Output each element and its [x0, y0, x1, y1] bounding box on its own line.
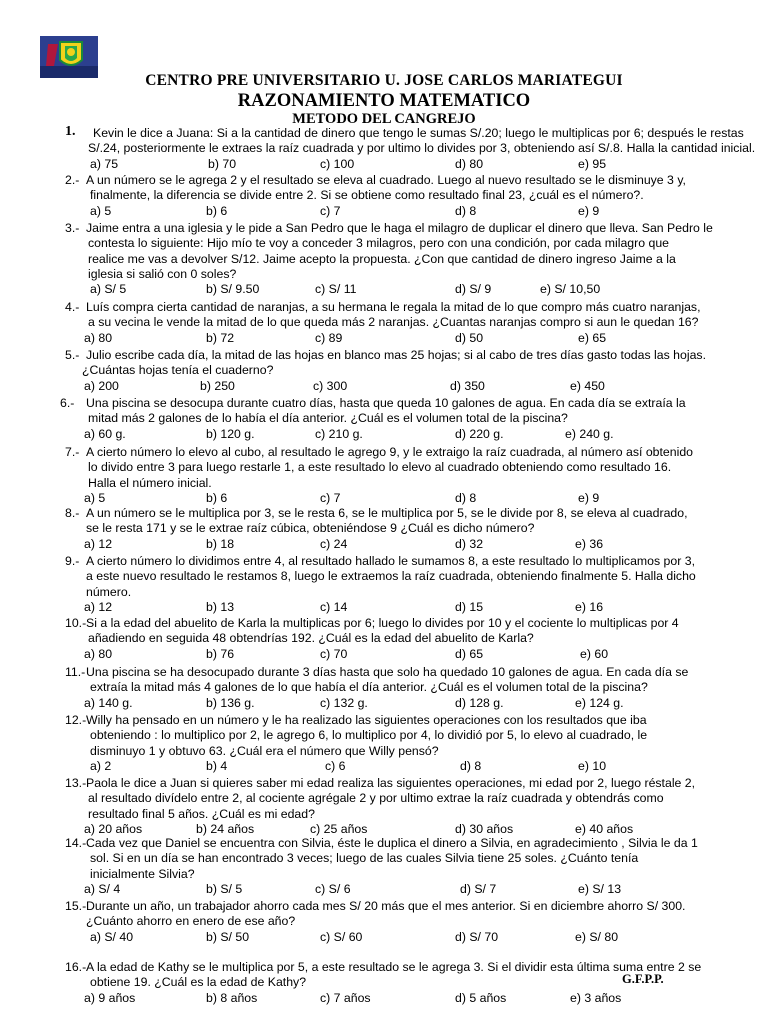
answer-option-b: b) 72: [206, 330, 235, 345]
answer-option-c: c) S/ 60: [320, 929, 363, 944]
problem-number: 12.-: [65, 713, 87, 727]
problem-text-line: ¿Cuántas hojas tenía el cuaderno?: [82, 363, 274, 378]
answer-option-a: a) S/ 5: [90, 282, 127, 297]
answer-option-c: c) 89: [315, 330, 343, 345]
answer-options: [0, 157, 768, 172]
problem-number: 14.-: [65, 836, 87, 850]
problem-number: 11.-: [65, 665, 86, 679]
answer-options: [0, 427, 768, 442]
problem-text-line: extraía la mitad más 4 galones de lo que había el día anterior. ¿Cuál es el volumen total de la piscina?: [90, 680, 648, 695]
problem-text-line: número.: [86, 584, 132, 599]
answer-option-d: d) 220 g.: [455, 426, 504, 441]
answer-option-d: d) 8: [460, 758, 482, 773]
problem-text-line: obtiene 19. ¿Cuál es la edad de Kathy?: [90, 975, 307, 990]
problem-number: 16.-: [65, 960, 87, 974]
answer-option-b: b) 6: [206, 490, 228, 505]
answer-option-a: a) 5: [84, 490, 106, 505]
problem-text-line: realice me vas a devolver S/12. Jaime acepto la propuesta. ¿Con que cantidad de dinero ingreso Jaime a la: [88, 251, 676, 266]
answer-option-e: e) 124 g.: [575, 695, 624, 710]
answer-options: [0, 204, 768, 219]
answer-option-b: b) S/ 50: [206, 929, 250, 944]
answer-options: [0, 882, 768, 897]
problem-text-line: A cierto número lo dividimos entre 4, al resultado hallado le sumamos 8, a este resultado lo multiplicamos por 3,: [86, 554, 696, 568]
answer-option-d: d) 15: [455, 599, 484, 614]
answer-option-c: c) 300: [313, 378, 348, 393]
answer-option-b: b) 70: [208, 156, 237, 171]
answer-option-a: a) 9 años: [84, 990, 136, 1005]
problem-text-line: inicialmente Silvia?: [90, 866, 195, 881]
answer-option-c: c) 6: [325, 758, 346, 773]
problem-text-line: finalmente, la diferencia se divide entre 2. Si se obtiene como resultado final 23, ¿cuál es el número?.: [90, 188, 644, 203]
problem-number: 8.-: [65, 506, 80, 520]
answer-option-a: a) 5: [90, 203, 112, 218]
problem-text-line: al resultado divídelo entre 2, al cociente agrégale 2 y por ultimo extrae la raíz cuadrada y obtendrás como: [88, 791, 664, 806]
answer-option-b: b) 120 g.: [206, 426, 255, 441]
answer-option-b: b) 13: [206, 599, 235, 614]
answer-option-e: e) 9: [578, 490, 600, 505]
answer-option-b: b) 250: [200, 378, 235, 393]
answer-option-c: c) 132 g.: [320, 695, 368, 710]
problem-text-line: Luís compra cierta cantidad de naranjas, a su hermana le regala la mitad de lo que compro más cuatro naranjas,: [86, 300, 701, 314]
answer-options: [0, 331, 768, 346]
answer-option-b: b) 6: [206, 203, 228, 218]
answer-option-d: d) 5 años: [455, 990, 507, 1005]
problem-number: 10.-: [65, 616, 87, 630]
problem-text-line: A la edad de Kathy se le multiplica por 5, a este resultado se le agrega 3. Si el dividir esta última suma entre 2 se: [86, 960, 702, 974]
answer-option-d: d) 350: [450, 378, 485, 393]
answer-option-b: b) S/ 9.50: [206, 282, 260, 297]
problem-text-line: Kevin le dice a Juana: Si a la cantidad de dinero que tengo le sumas S/.20; luego le multiplicas por 6; después le restas: [93, 126, 744, 140]
problem-text-line: Durante un año, un trabajador ahorro cada mes S/ 20 más que el mes anterior. Si en diciembre ahorro S/ 300.: [86, 899, 686, 913]
answer-option-c: c) 210 g.: [315, 426, 363, 441]
answer-option-b: b) 8 años: [206, 990, 258, 1005]
problem-number: 9.-: [65, 554, 80, 568]
problem-text-line: lo divido entre 3 para luego restarle 1, a este resultado lo elevo al cuadrado obteniendo como resultado 16.: [88, 460, 672, 475]
answer-option-a: a) 12: [84, 599, 113, 614]
answer-option-c: c) 70: [320, 646, 348, 661]
answer-option-d: d) 50: [455, 330, 484, 345]
answer-option-a: a) 60 g.: [84, 426, 126, 441]
answer-option-e: e) S/ 80: [575, 929, 619, 944]
problem-number: 15.-: [65, 899, 87, 913]
answer-options: [0, 600, 768, 615]
answer-option-c: c) 25 años: [310, 821, 368, 836]
answer-option-c: c) 7: [320, 490, 341, 505]
answer-options: [0, 930, 768, 945]
answer-option-d: d) 8: [455, 203, 477, 218]
answer-option-c: c) 14: [320, 599, 348, 614]
problem-text-line: a este nuevo resultado le restamos 8, luego le extraemos la raíz cuadrada, obteniendo finalmente 5. Halla dicho: [86, 569, 696, 584]
problem-text-line: disminuyo 1 y obtuvo 63. ¿Cuál era el número que Willy pensó?: [90, 743, 439, 758]
problem-list: [0, 124, 768, 1005]
answer-option-d: d) 8: [455, 490, 477, 505]
institution-title: CENTRO PRE UNIVERSITARIO U. JOSE CARLOS MARIATEGUI: [145, 72, 623, 89]
answer-option-b: b) 4: [206, 758, 228, 773]
answer-option-e: e) 40 años: [575, 821, 634, 836]
answer-option-e: e) 16: [575, 599, 604, 614]
answer-option-c: c) 24: [320, 536, 348, 551]
problem-text-line: Cada vez que Daniel se encuentra con Silvia, éste le duplica el dinero a Silvia, en agradecimiento , Silvia le da 1: [86, 836, 698, 850]
problem-text-line: mitad más 2 galones de lo había el día anterior. ¿Cuál es el volumen total de la piscina?: [88, 411, 568, 426]
answer-option-c: c) 7: [320, 203, 341, 218]
answer-option-e: e) 36: [575, 536, 604, 551]
problem-number: 2.-: [65, 173, 80, 187]
answer-option-c: c) 7 años: [320, 990, 371, 1005]
answer-options: [0, 696, 768, 711]
answer-option-b: b) 18: [206, 536, 235, 551]
answer-option-a: a) 75: [90, 156, 119, 171]
problem-text-line: Willy ha pensado en un número y le ha realizado las siguientes operaciones con los resultados que iba: [86, 713, 647, 727]
problem-text-line: obteniendo : lo multiplico por 2, le agrego 6, lo multiplico por 4, lo dividió por 5, lo elevo al cuadrado, le: [90, 728, 648, 743]
problem-number: 1.: [65, 124, 76, 139]
answer-options: [0, 537, 768, 552]
answer-option-c: c) S/ 6: [315, 881, 351, 896]
answer-option-e: e) 240 g.: [565, 426, 614, 441]
answer-options: [0, 822, 768, 837]
problem-number: 7.-: [65, 445, 80, 459]
problem-number: 3.-: [65, 221, 80, 235]
answer-option-b: b) 136 g.: [206, 695, 255, 710]
problem-text-line: S/.24, posteriormente le extraes la raíz cuadrada y por ultimo lo divides por 3, obteniendo así S/.8. Halla la cantidad inicial.: [88, 141, 756, 156]
answer-option-a: a) S/ 40: [90, 929, 134, 944]
problem-text-line: iglesia si salió con 0 soles?: [88, 266, 237, 281]
answer-option-a: a) 200: [84, 378, 119, 393]
answer-options: [0, 379, 768, 394]
answer-options: [0, 991, 768, 1006]
problem-text-line: A un número se le agrega 2 y el resultado se eleva al cuadrado. Luego al nuevo resultado se le disminuye 3 y,: [86, 173, 686, 187]
answer-option-a: a) 80: [84, 646, 113, 661]
problem-text-line: sol. Si en un día se han encontrado 3 veces; luego de las cuales Silvia tiene 25 soles. ¿Cuánto tenía: [90, 851, 639, 866]
answer-option-d: d) 128 g.: [455, 695, 504, 710]
problem-text-line: A un número se le multiplica por 3, se le resta 6, se le multiplica por 5, se le divide por 8, se eleva al cuadrado,: [86, 506, 688, 520]
problem-text-line: Una piscina se desocupa durante cuatro días, hasta que queda 10 galones de agua. En cada día se extraía la: [86, 396, 686, 410]
answer-option-e: e) 65: [578, 330, 607, 345]
problem-text-line: Jaime entra a una iglesia y le pide a San Pedro que le haga el milagro de duplicar el dinero que lleva. San Pedro le: [86, 221, 713, 235]
answer-options: [0, 282, 768, 297]
problem-number: 13.-: [65, 776, 87, 790]
author-initials: G.F.P.P.: [622, 972, 664, 986]
problem-text-line: Paola le dice a Juan si quieres saber mi edad realiza las siguientes operaciones, mi edad por 2, luego réstale 2,: [86, 776, 696, 790]
problem-text-line: Halla el número inicial.: [88, 475, 212, 490]
problem-text-line: contesta lo siguiente: Hijo mío te voy a conceder 3 milagros, pero con una condición, por cada milagro que: [88, 236, 670, 251]
answer-option-e: e) 95: [578, 156, 607, 171]
problem-text-line: se le resta 171 y se le extrae raíz cúbica, obteniéndose 9 ¿Cuál es dicho número?: [86, 521, 535, 536]
answer-option-a: a) 2: [90, 758, 112, 773]
problem-text-line: resultado final 5 años. ¿Cuál es mi edad?: [88, 806, 315, 821]
answer-option-d: d) 32: [455, 536, 484, 551]
answer-options: [0, 759, 768, 774]
answer-option-d: d) 30 años: [455, 821, 514, 836]
answer-option-b: b) S/ 5: [206, 881, 243, 896]
answer-option-e: e) 3 años: [570, 990, 622, 1005]
answer-option-c: c) S/ 11: [315, 282, 357, 297]
answer-option-d: d) 65: [455, 646, 484, 661]
problem-number: 6.-: [60, 396, 75, 410]
problem-number: 4.-: [65, 300, 80, 314]
answer-option-e: e) 10: [578, 758, 607, 773]
answer-option-a: a) S/ 4: [84, 881, 121, 896]
answer-option-a: a) 140 g.: [84, 695, 133, 710]
answer-option-e: e) S/ 10,50: [540, 282, 601, 297]
answer-option-e: e) 450: [570, 378, 605, 393]
problem-text-line: Una piscina se ha desocupado durante 3 días hasta que solo ha quedado 10 galones de agua. En cada día se: [86, 665, 689, 679]
answer-option-e: e) S/ 13: [578, 881, 622, 896]
answer-option-a: a) 80: [84, 330, 113, 345]
problem-text-line: A cierto número lo elevo al cubo, al resultado le agrego 9, y le extraigo la raíz cuadrada, al número así obtenido: [86, 445, 694, 459]
answer-option-c: c) 100: [320, 156, 355, 171]
topic-title: METODO DEL CANGREJO: [292, 111, 476, 127]
answer-option-a: a) 12: [84, 536, 113, 551]
answer-option-d: d) 80: [455, 156, 484, 171]
problem-text-line: Si a la edad del abuelito de Karla la multiplicas por 6; luego lo divides por 10 y el cociente lo multiplicas por 4: [86, 616, 679, 630]
problem-text-line: ¿Cuánto ahorro en enero de ese año?: [86, 914, 296, 929]
answer-option-d: d) S/ 70: [455, 929, 499, 944]
answer-option-d: d) S/ 9: [455, 282, 492, 297]
answer-option-b: b) 76: [206, 646, 235, 661]
problem-text-line: a su vecina le vende la mitad de lo que queda más 2 naranjas. ¿Cuantas naranjas compro si aun le quedan 16?: [88, 315, 699, 330]
problem-text-line: añadiendo en seguida 48 obtendrías 192. ¿Cuál es la edad del abuelito de Karla?: [88, 631, 534, 646]
answer-options: [0, 491, 768, 506]
answer-options: [0, 647, 768, 662]
answer-option-b: b) 24 años: [196, 821, 255, 836]
answer-option-d: d) S/ 7: [460, 881, 497, 896]
answer-option-e: e) 60: [580, 646, 609, 661]
problem-text-line: Julio escribe cada día, la mitad de las hojas en blanco mas 25 hojas; si al cabo de tres días gasto todas las hojas.: [86, 348, 706, 362]
answer-option-e: e) 9: [578, 203, 600, 218]
problem-number: 5.-: [65, 348, 80, 362]
subject-title: RAZONAMIENTO MATEMATICO: [237, 91, 531, 111]
answer-option-a: a) 20 años: [84, 821, 143, 836]
